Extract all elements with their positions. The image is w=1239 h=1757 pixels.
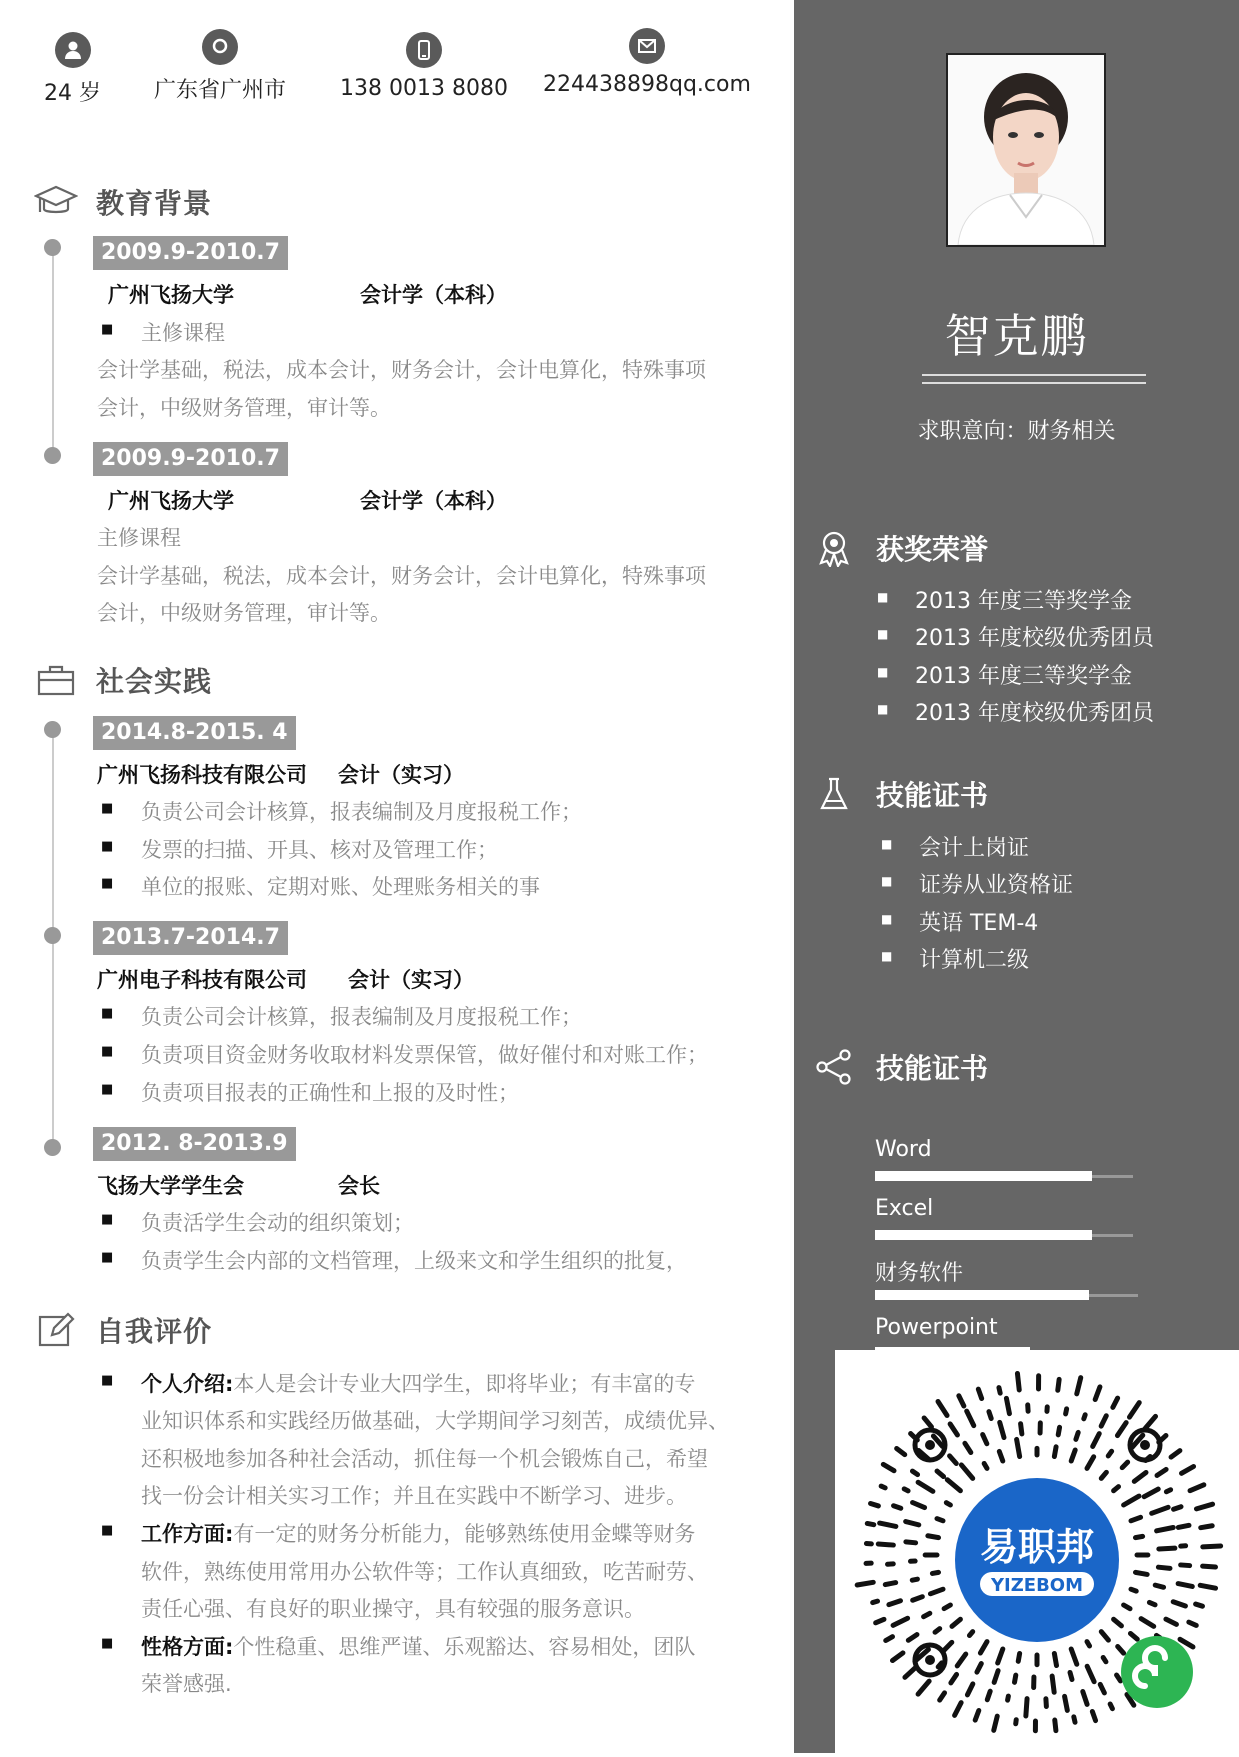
award-medal-icon	[812, 528, 856, 568]
qr-brand-en: YIZEBOM	[990, 1575, 1083, 1596]
job-intent: 求职意向：财务相关	[794, 414, 1239, 445]
edit-pencil-icon	[34, 1310, 78, 1350]
practice-title: 社会实践	[96, 660, 212, 700]
practice-item: ■ 负责项目报表的正确性和上报的及时性；	[141, 1077, 519, 1107]
skill-bar	[875, 1290, 1089, 1300]
self-eval-title: 自我评价	[96, 1310, 212, 1350]
practice-org: 飞扬大学学生会	[97, 1170, 244, 1200]
contact-email: 224438898qq.com	[543, 32, 751, 97]
person-icon	[55, 32, 91, 68]
practice-org: 广州飞扬科技有限公司	[97, 759, 307, 789]
self-eval-character: ■ 性格方面:个性稳重、思维严谨、乐观豁达、容易相处，团队	[141, 1631, 761, 1661]
skills-title: 技能证书	[876, 1047, 988, 1087]
practice-header	[34, 660, 212, 700]
phone-icon	[406, 32, 442, 68]
self-eval-line: 还积极地参加各种社会活动，抓住每一个机会锻炼自己，希望	[141, 1443, 708, 1473]
timeline-dot	[44, 447, 61, 464]
education-title: 教育背景	[96, 182, 212, 222]
education-school: 广州飞扬大学	[108, 485, 234, 515]
education-major: 会计学（本科）	[360, 279, 507, 309]
timeline-dot	[44, 927, 61, 944]
skill-label: Powerpoint	[875, 1315, 998, 1340]
self-eval-label: 个人介绍:	[141, 1372, 233, 1396]
self-eval-line: 责任心强、有良好的职业操守，具有较强的服务意识。	[141, 1593, 645, 1623]
skill-bar	[875, 1230, 1092, 1240]
education-courses: 会计学基础，税法，成本会计，财务会计，会计电算化，特殊事项	[97, 560, 706, 590]
skill-bar	[875, 1171, 1092, 1181]
skills-header	[812, 1047, 988, 1087]
briefcase-icon	[34, 660, 78, 700]
practice-date: 2012. 8-2013.9	[93, 1127, 296, 1161]
skill-label: 财务软件	[875, 1256, 963, 1287]
qr-brand: 易职邦	[980, 1525, 1094, 1569]
award-item: ■ 2013 年度校级优秀团员	[915, 621, 1154, 652]
timeline-dot	[44, 721, 61, 738]
contact-location: 广东省广州市	[154, 32, 286, 104]
candidate-name: 智克鹏	[794, 300, 1239, 366]
location-pin-icon	[202, 29, 238, 65]
self-eval-header	[34, 1310, 212, 1350]
practice-role: 会计（实习）	[338, 759, 464, 789]
self-eval-label: 性格方面:	[141, 1635, 233, 1659]
education-courses: 会计学基础，税法，成本会计，财务会计，会计电算化，特殊事项	[97, 354, 706, 384]
practice-item: ■ 负责公司会计核算，报表编制及月度报税工作；	[141, 796, 582, 826]
contact-age: 24 岁	[44, 32, 101, 107]
certs-title: 技能证书	[876, 774, 988, 814]
self-eval-line: 软件，熟练使用常用办公软件等；工作认真细致，吃苦耐劳、	[141, 1556, 708, 1586]
self-eval-intro: ■ 个人介绍:本人是会计专业大四学生，即将毕业；有丰富的专	[141, 1368, 761, 1398]
flask-icon	[812, 774, 856, 814]
skill-label: Excel	[875, 1196, 933, 1221]
education-school: 广州飞扬大学	[108, 279, 234, 309]
skill-label: Word	[875, 1137, 932, 1162]
awards-header	[812, 528, 988, 568]
self-eval-line: 荣誉感强.	[141, 1668, 232, 1698]
cert-item: ■ 计算机二级	[919, 943, 1029, 974]
practice-item: ■ 负责学生会内部的文档管理，上级来文和学生组织的批复，	[141, 1245, 687, 1275]
education-course-label: ■ 主修课程	[141, 317, 225, 347]
education-course-label: 主修课程	[97, 522, 181, 552]
profile-photo	[946, 53, 1106, 247]
practice-date: 2013.7-2014.7	[93, 921, 288, 955]
practice-date: 2014.8-2015. 4	[93, 716, 296, 750]
practice-item: ■ 单位的报账、定期对账、处理账务相关的事	[141, 871, 540, 901]
self-eval-work: ■ 工作方面:有一定的财务分析能力，能够熟练使用金蝶等财务	[141, 1518, 761, 1548]
education-courses: 会计，中级财务管理，审计等。	[97, 597, 391, 627]
education-major: 会计学（本科）	[360, 485, 507, 515]
mail-icon	[629, 28, 665, 64]
cert-item: ■ 英语 TEM-4	[919, 906, 1038, 937]
practice-role: 会计（实习）	[348, 964, 474, 994]
practice-role: 会长	[338, 1170, 380, 1200]
self-eval-label: 工作方面:	[141, 1522, 233, 1546]
cert-item: ■ 证券从业资格证	[919, 868, 1073, 899]
practice-item: ■ 发票的扫描、开具、核对及管理工作；	[141, 834, 498, 864]
education-date: 2009.9-2010.7	[93, 236, 288, 270]
practice-item: ■ 负责活学生会动的组织策划；	[141, 1207, 414, 1237]
award-item: ■ 2013 年度三等奖学金	[915, 659, 1132, 690]
practice-item: ■ 负责公司会计核算，报表编制及月度报税工作；	[141, 1001, 582, 1031]
education-date: 2009.9-2010.7	[93, 442, 288, 476]
graduation-cap-icon	[34, 182, 78, 222]
self-eval-line: 找一份会计相关实习工作；并且在实践中不断学习、进步。	[141, 1480, 687, 1510]
education-header	[34, 182, 212, 222]
timeline-dot	[44, 1139, 61, 1156]
practice-org: 广州电子科技有限公司	[97, 964, 307, 994]
timeline-dot	[44, 239, 61, 256]
award-item: ■ 2013 年度三等奖学金	[915, 584, 1132, 615]
practice-item: ■ 负责项目资金财务收取材料发票保管，做好催付和对账工作；	[141, 1039, 708, 1069]
cert-item: ■ 会计上岗证	[919, 831, 1029, 862]
share-icon	[812, 1047, 856, 1087]
mini-program-qr-code[interactable]	[835, 1350, 1239, 1753]
education-courses: 会计，中级财务管理，审计等。	[97, 392, 391, 422]
certs-header	[812, 774, 988, 814]
education-timeline	[52, 244, 54, 462]
contact-phone: 138 0013 8080	[340, 32, 508, 101]
award-item: ■ 2013 年度校级优秀团员	[915, 696, 1154, 727]
name-divider	[922, 374, 1146, 384]
self-eval-line: 业知识体系和实践经历做基础，大学期间学习刻苦，成绩优异、	[141, 1405, 729, 1435]
awards-title: 获奖荣誉	[876, 528, 988, 568]
